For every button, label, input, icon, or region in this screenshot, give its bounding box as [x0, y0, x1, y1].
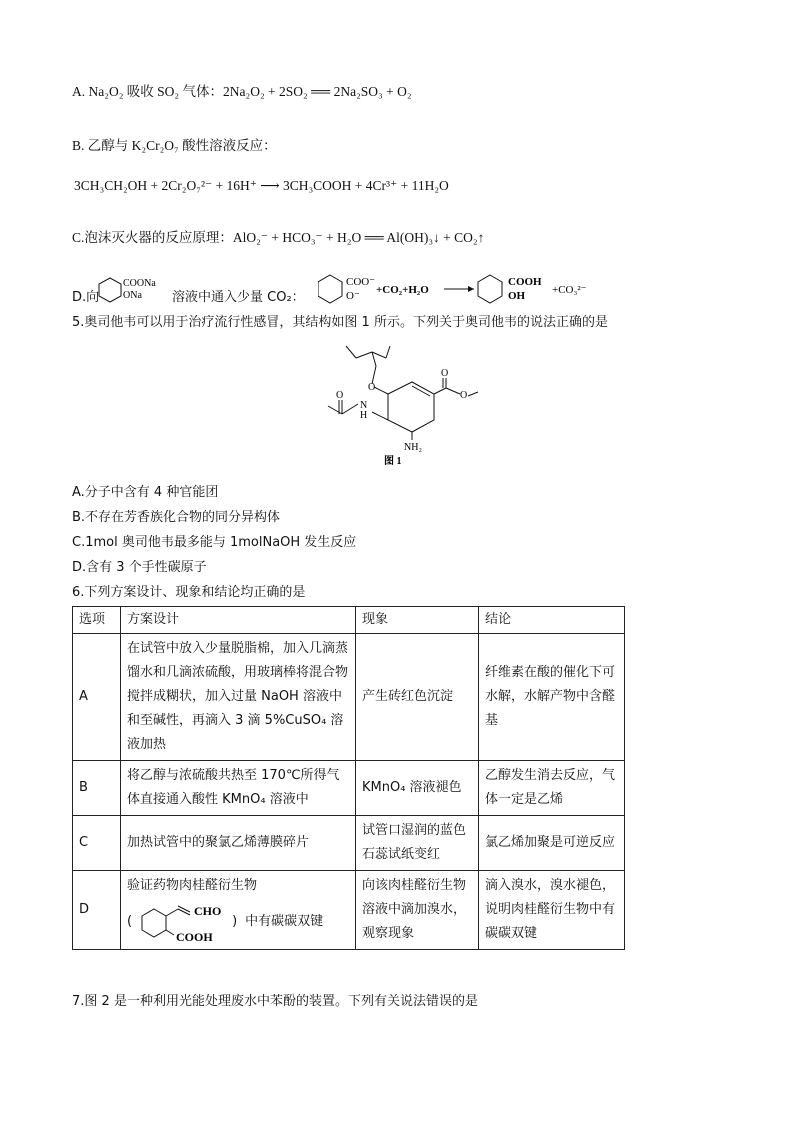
row-d-design-text: 验证药物肉桂醛衍生物: [127, 878, 258, 893]
row-d-phenomenon: 向该肉桂醛衍生物溶液中滴加溴水，观察现象: [356, 871, 479, 950]
q5-option-d: D.含有 3 个手性碳原子: [72, 560, 207, 575]
carboxyl-group: COOH: [176, 930, 213, 944]
oseltamivir-structure: [320, 340, 480, 470]
row-d-option: D: [73, 871, 121, 950]
out-group-1: COOH: [508, 276, 542, 288]
row-c-option: C: [73, 816, 121, 871]
q4-option-a: A. Na₂O₂ 吸收 SO₂ 气体：2Na₂O₂ + 2SO₂ ══ 2Na₂SO₃ + O₂: [72, 84, 412, 99]
table-row: [73, 871, 625, 950]
q5-option-a: A.分子中含有 4 种官能团: [72, 485, 219, 500]
amide-hydrogen: H: [360, 410, 368, 421]
q6-table: [72, 606, 625, 950]
row-b-phenomenon: KMnO₄ 溶液褪色: [356, 761, 479, 816]
row-d-design-tail: 中有碳碳双键: [245, 914, 324, 929]
q7-stem: 7.图 2 是一种利用光能处理废水中苯酚的装置。下列有关说法错误的是: [72, 994, 478, 1009]
row-b-option: B: [73, 761, 121, 816]
reaction-equation-d: [318, 272, 608, 306]
amine-group: NH₂: [404, 442, 422, 453]
row-b-conclusion: 乙醇发生消去反应，气体一定是乙烯: [479, 761, 625, 816]
q5-stem: 5.奥司他韦可以用于治疗流行性感冒，其结构如图 1 所示。下列关于奥司他韦的说法正确的是: [72, 315, 608, 330]
q5-option-b: B.不存在芳香族化合物的同分异构体: [72, 510, 281, 525]
row-d-close-paren: ): [232, 914, 238, 929]
q4-option-b-equation: 3CH₃CH₂OH + 2Cr₂O₇²⁻ + 16H⁺ ⟶ 3CH₃COOH + 4Cr³⁺ + 11H₂O: [74, 178, 449, 193]
out-group-2: OH: [508, 290, 526, 302]
row-a-phenomenon: 产生砖红色沉淀: [356, 634, 479, 761]
q5-option-c: C.1mol 奥司他韦最多能与 1molNaOH 发生反应: [72, 535, 357, 550]
reagent-group-2: ONa: [123, 290, 142, 301]
ester-carbonyl-oxygen: O: [441, 368, 449, 379]
carbonate-tail: +CO₃²⁻: [552, 284, 587, 296]
ester-oxygen: O: [460, 390, 468, 401]
q4-option-c: C.泡沫灭火器的反应原理：AlO₂⁻ + HCO₃⁻ + H₂O ══ Al(OH)₃↓ + CO₂↑: [72, 230, 485, 245]
aldehyde-group: CHO: [194, 904, 222, 918]
disodium-salicylate-structure: [96, 274, 176, 306]
product-group-1: COO⁻: [346, 276, 376, 288]
row-c-design: 加热试管中的聚氯乙烯薄膜碎片: [121, 816, 356, 871]
row-c-phenomenon: 试管口湿润的蓝色石蕊试纸变红: [356, 816, 479, 871]
ether-oxygen: O: [368, 382, 376, 393]
q4-option-d-mid: 溶液中通入少量 CO₂：: [172, 290, 305, 305]
q4-option-b-label: B. 乙醇与 K₂Cr₂O₇ 酸性溶液反应：: [72, 138, 277, 153]
q6-stem: 6.下列方案设计、现象和结论均正确的是: [72, 585, 306, 600]
row-d-design: [121, 871, 356, 950]
q4-option-d-prefix: D.向: [72, 290, 100, 305]
amide-nitrogen: N: [360, 400, 368, 411]
row-a-conclusion: 纤维素在酸的催化下可水解，水解产物中含醛基: [479, 634, 625, 761]
reagent-group-1: COONa: [123, 278, 156, 289]
row-b-design: 将乙醇与浓硫酸共热至 170℃所得气体直接通入酸性 KMnO₄ 溶液中: [121, 761, 356, 816]
cinnamaldehyde-derivative-structure: [132, 899, 232, 945]
plus-co2-h2o: +CO₂+H₂O: [376, 284, 429, 296]
header-phenomenon: 现象: [356, 607, 479, 634]
product-group-2: O⁻: [346, 290, 360, 302]
row-d-conclusion: 滴入溴水，溴水褪色，说明肉桂醛衍生物中有碳碳双键: [479, 871, 625, 950]
row-a-option: A: [73, 634, 121, 761]
amide-oxygen: O: [336, 390, 344, 401]
header-option: 选项: [73, 607, 121, 634]
header-design: 方案设计: [121, 607, 356, 634]
table-row: [73, 816, 625, 871]
figure-caption: 图 1: [384, 456, 402, 467]
row-d-open-paren: (: [127, 914, 133, 929]
row-c-conclusion: 氯乙烯加聚是可逆反应: [479, 816, 625, 871]
row-a-design: 在试管中放入少量脱脂棉，加入几滴蒸馏水和几滴浓硫酸，用玻璃棒将混合物搅拌成糊状，加入过量 NaOH 溶液中和至碱性，再滴入 3 滴 5%CuSO₄ 溶液加热: [121, 634, 356, 761]
table-row: [73, 634, 625, 761]
header-conclusion: 结论: [479, 607, 625, 634]
table-row: [73, 761, 625, 816]
table-header-row: [73, 607, 625, 634]
